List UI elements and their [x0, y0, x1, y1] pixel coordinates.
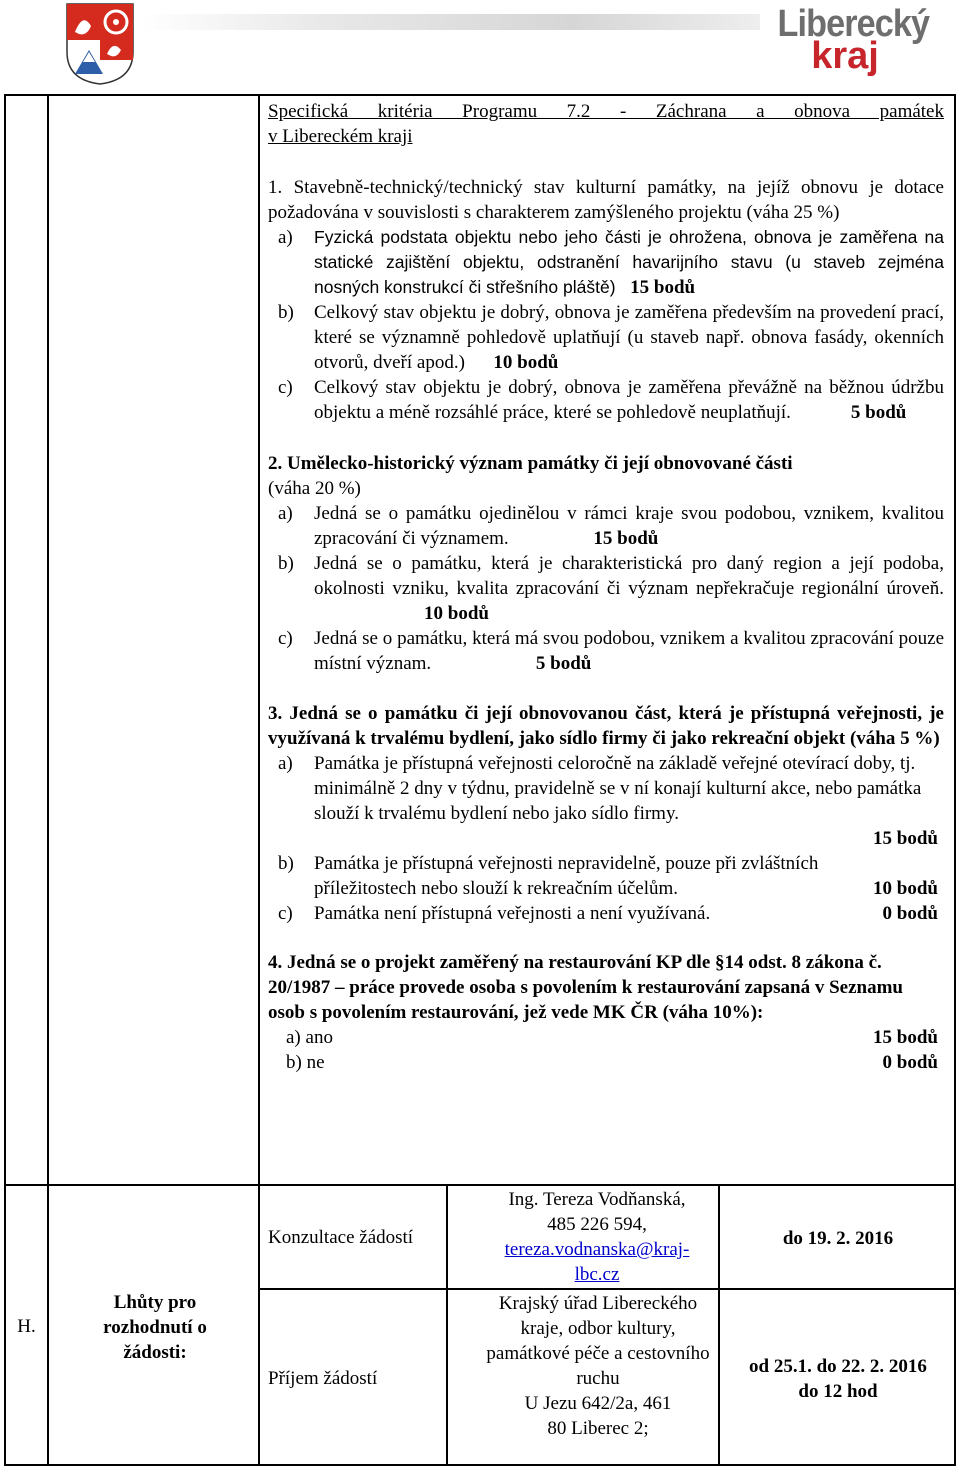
- item-points: 0 bodů: [882, 903, 938, 924]
- section-1-heading: 1. Stavebně-technický/technický stav kulturní památky, na jejíž obnovu je dotace požadována v souvislosti s charakterem zamýšleného projektu (váha 25 %): [268, 177, 944, 223]
- contact-phone: 485 226 594,: [547, 1214, 647, 1235]
- item-points: 15 bodů: [873, 1027, 938, 1048]
- coat-of-arms-icon: [63, 2, 137, 86]
- item-text: Celkový stav objektu je dobrý, obnova je zaměřena převážně na běžnou údržbu objektu a méně rozsáhlé práce, které se pohledově neuplatňují. 5 bodů: [314, 377, 944, 423]
- title-line-2: v Libereckém kraji: [268, 126, 413, 147]
- criterion-item: [268, 1025, 944, 1050]
- item-points: 10 bodů: [424, 603, 489, 624]
- criterion-item: [268, 1050, 944, 1075]
- criterion-item: [268, 901, 944, 926]
- deadline-date: od 25.1. do 22. 2. 2016: [749, 1356, 927, 1377]
- item-points: 15 bodů: [873, 828, 938, 849]
- logo-text-2: kraj: [811, 35, 879, 77]
- item-label: c): [278, 377, 293, 398]
- consult-deadline: do 19. 2. 2016: [782, 1228, 894, 1249]
- section-2: [268, 451, 944, 676]
- criterion-item: [268, 751, 944, 851]
- criterion-item: [268, 300, 944, 375]
- item-text: 10 bodů Památka je přístupná veřejnosti nepravidelně, pouze při zvláštních příležitostech nebo slouží k rekreačním účelům.: [314, 853, 938, 899]
- divider: [258, 94, 260, 1466]
- contact-email-link[interactable]: tereza.vodnanska@kraj-lbc.cz: [504, 1239, 690, 1285]
- item-text: Jedná se o památku ojedinělou v rámci kraje svou podobou, vznikem, kvalitou zpracování či významem. 15 bodů: [314, 503, 944, 549]
- item-points: 10 bodů: [493, 352, 559, 373]
- item-points: 0 bodů: [882, 1052, 938, 1073]
- logo-text-1: Liberecký: [777, 3, 930, 45]
- row-letter: H.: [17, 1316, 36, 1337]
- consult-label: Konzultace žádostí: [268, 1227, 414, 1248]
- item-label: b) ne: [286, 1052, 325, 1073]
- item-label: c): [278, 903, 293, 924]
- item-points: 10 bodů: [873, 878, 938, 899]
- item-label: b): [278, 302, 294, 323]
- criteria-content: [268, 99, 944, 1075]
- divider: [258, 1288, 956, 1290]
- brand-logo: [770, 3, 930, 77]
- criterion-item: [268, 225, 944, 300]
- criterion-item: [268, 851, 944, 901]
- divider: [4, 1184, 956, 1186]
- title-line-1: Specifická kritéria Programu 7.2 - Záchrana a obnova památek: [268, 101, 944, 122]
- page-header: [0, 0, 960, 90]
- item-text: Celkový stav objektu je dobrý, obnova je zaměřena především na provedení prací, které se významně pohledově uplatňují (u staveb např. obnova fasády, okenních otvorů, dveří apod.) 10 bodů: [314, 302, 944, 373]
- divider: [446, 1184, 448, 1466]
- criterion-item: [268, 501, 944, 551]
- header-band: [140, 14, 760, 30]
- item-text: Fyzická podstata objektu nebo jeho části je ohrožena, obnova je zaměřena na statické zajištění objektu, odstranění havarijního stavu (u staveb zejména nosných konstrukcí či střešního pláště) 15 bodů: [314, 227, 944, 298]
- item-label: b): [278, 853, 294, 874]
- section-3: [268, 701, 944, 926]
- item-label: a): [278, 503, 293, 524]
- receipt-deadline: [720, 1354, 956, 1404]
- item-label: a) ano: [286, 1027, 333, 1048]
- office-address: U Jezu 642/2a, 461 80 Liberec 2;: [524, 1393, 672, 1439]
- section-1: [268, 175, 944, 425]
- item-label: a): [278, 227, 293, 248]
- page-title: [268, 99, 944, 149]
- section-3-heading: 3. Jedná se o památku či její obnovovanou část, která je přístupná veřejnosti, je využívaná k trvalému bydlení, jako sídlo firmy či jako rekreační objekt (váha 5 %): [268, 703, 944, 749]
- item-label: b): [278, 553, 294, 574]
- item-points: 15 bodů: [630, 277, 696, 298]
- consult-contact: [472, 1187, 722, 1287]
- row-title: Lhůty pro rozhodnutí o žádosti:: [103, 1292, 207, 1363]
- contact-name: Ing. Tereza Vodňanská,: [508, 1189, 686, 1210]
- receipt-label: Příjem žádostí: [268, 1368, 378, 1389]
- item-label: a): [278, 753, 293, 774]
- criterion-item: [268, 626, 944, 676]
- deadline-time: do 12 hod: [798, 1381, 878, 1402]
- item-text: Památka je přístupná veřejnosti celoročně na základě veřejné otevírací doby, tj. minimálně 2 dny v týdnu, pravidelně se v ní konají kulturní akce, nebo památka slouží k trvalému bydlení nebo jako sídlo firmy. 15 bodů: [314, 753, 938, 849]
- criterion-item: [268, 551, 944, 626]
- item-label: c): [278, 628, 293, 649]
- office-name: Krajský úřad Libereckého kraje, odbor kultury, památkové péče a cestovního ruchu: [486, 1293, 710, 1389]
- section-4-heading: 4. Jedná se o projekt zaměřený na restaurování KP dle §14 odst. 8 zákona č. 20/1987 – práce provede osoba s povolením k restaurování zapsaná v Seznamu osob s povolením restaurování, jež vede MK ČR (váha 10%):: [268, 952, 903, 1023]
- item-text: Jedná se o památku, která má svou podobou, vznikem a kvalitou zpracování pouze místní význam. 5 bodů: [314, 628, 944, 674]
- receipt-office: [478, 1291, 718, 1441]
- section-2-heading: 2. Umělecko-historický význam památky či její obnovované části (váha 20 %): [268, 453, 793, 499]
- section-4: [268, 950, 944, 1075]
- item-points: 5 bodů: [850, 402, 907, 423]
- criterion-item: [268, 375, 944, 425]
- divider: [47, 94, 49, 1466]
- item-points: 15 bodů: [593, 528, 659, 549]
- item-points: 5 bodů: [535, 653, 592, 674]
- item-text: Jedná se o památku, která je charakteristická pro daný region a její podoba, okolnosti vzniku, kvalita zpracování či význam nepřekračuje regionální úroveň. 10 bodů: [314, 553, 944, 624]
- item-text: 0 bodů Památka není přístupná veřejnosti a není využívaná.: [314, 903, 938, 924]
